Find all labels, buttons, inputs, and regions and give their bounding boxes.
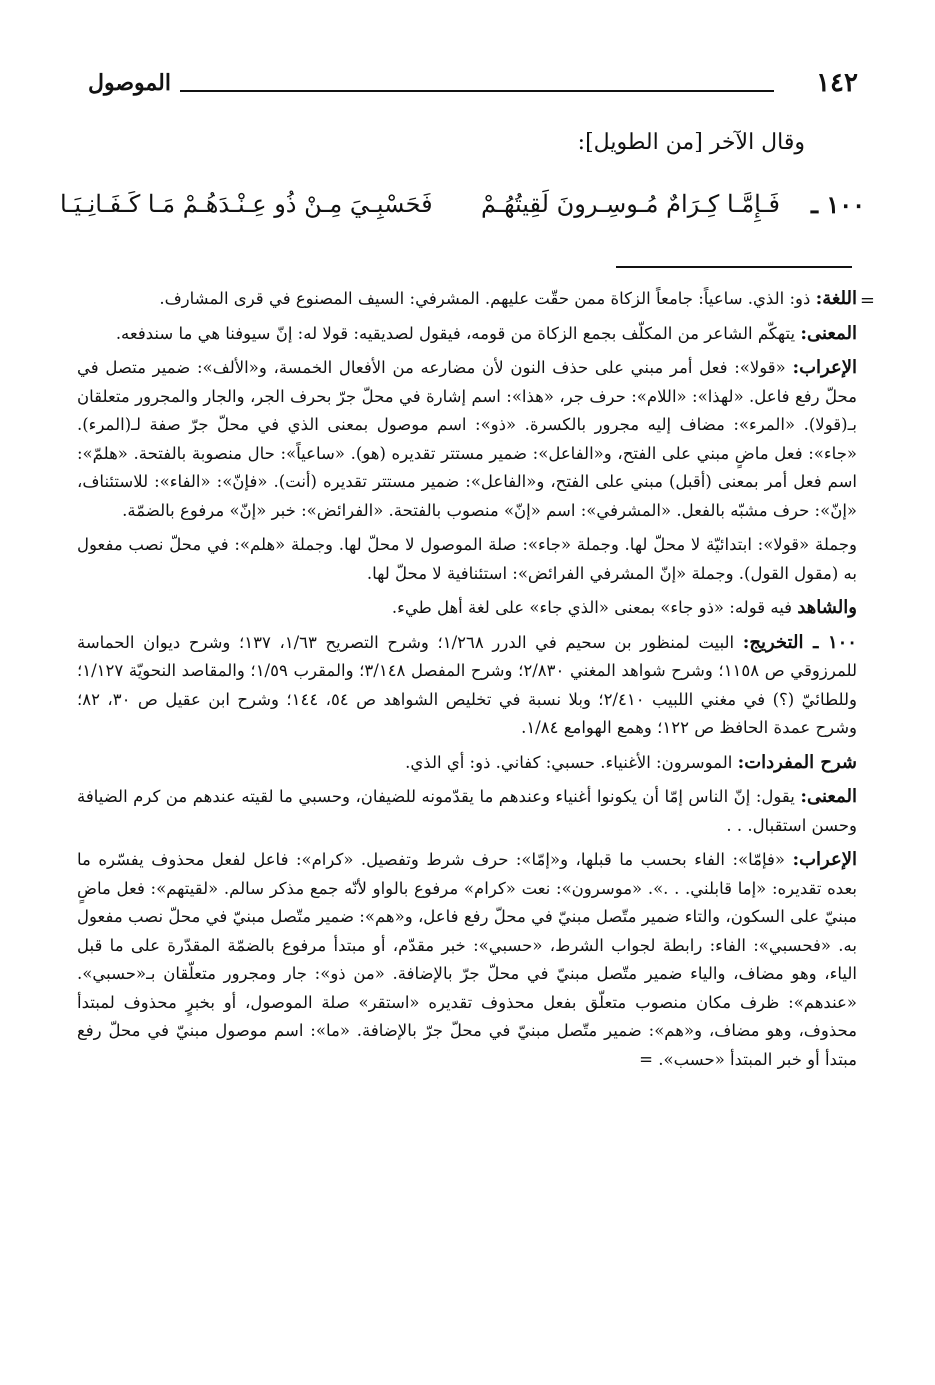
- continuation-mark-top: =: [859, 290, 875, 311]
- verse-intro: وقال الآخر [من الطويل]:: [577, 130, 805, 155]
- footnote-label: ١٠٠ ـ التخريج:: [742, 631, 857, 653]
- header-rule: [180, 90, 774, 92]
- poetry-verse: [60, 190, 865, 240]
- continuation-mark-bottom: =: [639, 1049, 653, 1069]
- footnote-meaning: [77, 320, 857, 349]
- footnote-text: «فإمّا»: الفاء بحسب ما قبلها، و«إمّا»: حرف شرط وتفصيل. «كرام»: فاعل لفعل محذوف يفسّره ما بعده تقديره: «إما قابلني. . .». «موسرون»: نعت «كرام» مرفوع بالواو لأنّه جمع مذكر سالم. «لقيتهم»: فعل ماضٍ مبنيّ على السكون، والتاء ضمير متّصل مبنيّ في محلّ رفع فاعل، و«هم»: ضمير متّصل مبنيّ في محلّ نصب مفعول به. «فحسبي»: الفاء: رابطة لجواب الشرط، «حسبي»: خبر مقدّم، أو مبتدأ مرفوع بالضمّة المقدّرة على ما قبل الياء، وهو مضاف، والياء ضمير متّصل مبنيّ في محلّ جرّ بالإضافة. «من ذو»: جار ومجرور متعلّقان بـ«حسبي». «عندهم»: ظرف مكان منصوب متعلّق بفعل محذوف تقديره «استقر» صلة الموصول، أو بخبرٍ محذوف لمبتدأ محذوف، وهو مضاف، و«هم»: ضمير متّصل مبنيّ في محلّ جرّ بالإضافة. «ما»: اسم موصول مبنيّ في محلّ رفع مبتدأ أو خبر المبتدأ «حسب».: [77, 850, 857, 1069]
- footnote-parsing-2: [77, 846, 857, 1074]
- footnote-text: يقول: إنّ الناس إمّا أن يكونوا أغنياء وعندهم ما يقدّمونه للضيفان، وحسبي ما لقيته عندهم من كرم الضيافة وحسن استقبال. . .: [77, 787, 857, 835]
- footnote-text: يتهكّم الشاعر من المكلّف بجمع الزكاة من قومه، فيقول لصديقيه: قولا له: إنّ سيوفنا هي ما سندفعه.: [115, 323, 801, 343]
- footnote-label: المعنى:: [800, 322, 857, 344]
- page-number: ١٤٢: [816, 68, 858, 98]
- footnote-text: ذو: الذي. ساعياً: جامعاً الزكاة ممن حقّت عليهم. المشرفي: السيف المصنوع في قرى المشارف.: [159, 289, 816, 308]
- verse-second-hemistich: فَحَسْبِـيَ مِـنْ ذُو عِـنْـدَهُـمْ مَـا كَـفَـانِـيَـا: [60, 190, 433, 218]
- footnote-label: الإعراب:: [792, 849, 857, 870]
- footnotes: [77, 285, 857, 1080]
- footnote-label: شرح المفردات:: [737, 751, 857, 773]
- footnote-text: «قولا»: فعل أمر مبني على حذف النون لأن مضارعه من الأفعال الخمسة، و«الألف»: ضمير متصل في محلّ رفع فاعل. «لهذا»: «اللام»: حرف جر، «هذا»: اسم إشارة في محلّ جرّ بحرف الجر، والجار والمجرور متعلقان بـ(قولا). «المرء»: مضاف إليه مجرور بالكسرة. «ذو»: اسم موصول بمعنى الذي في محلّ جرّ صفة لـ(المرء). «جاء»: فعل ماضٍ مبني على الفتح، و«الفاعل»: ضمير مستتر تقديره (هو). «ساعياً»: حال منصوبة بالفتحة. «هلمّ»: اسم فعل أمر بمعنى (أقبل) مبني على الفتح، و«الفاعل»: ضمير مستتر تقديره (أنت). «فإنّ»: «الفاء»: للاستئناف، «إنّ»: حرف مشبّه بالفعل. «المشرفي»: اسم «إنّ» منصوب بالفتحة. «الفرائض»: خبر «إنّ» مرفوع بالضمّة.: [77, 358, 857, 520]
- footnote-text: وجملة «قولا»: ابتدائيّة لا محلّ لها. وجملة «جاء»: صلة الموصول لا محلّ لها. وجملة «هلم»: في محلّ نصب مفعول به (مقول القول). وجملة «إنّ المشرفي الفرائض»: استئنافية لا محلّ لها.: [77, 535, 857, 583]
- running-title: الموصول: [88, 70, 171, 96]
- footnote-separator: [616, 266, 852, 268]
- footnote-label: الإعراب:: [792, 357, 857, 378]
- footnote-sentences: [77, 531, 857, 588]
- footnote-label: والشاهد: [797, 597, 857, 618]
- page-header: [88, 68, 858, 102]
- footnote-text: فيه قوله: «ذو جاء» بمعنى «الذي جاء» على لغة أهل طيء.: [391, 598, 798, 617]
- footnote-text: البيت لمنظور بن سحيم في الدرر ١/٢٦٨؛ وشرح التصريح ١/٦٣، ١٣٧؛ وشرح ديوان الحماسة للمرزوقي ص ١١٥٨؛ وشرح شواهد المغني ٢/٨٣٠؛ وشرح المفصل ٣/١٤٨؛ والمقرب ١/٥٩؛ والمقاصد النحويّة ١/١٢٧؛ وللطائيّ (؟) في مغني اللبيب ٢/٤١٠؛ وبلا نسبة في تخليص الشواهد ص ٥٤، ١٤٤؛ وشرح ابن عقيل ص ٣٠، ٨٢؛ وشرح عمدة الحافظ ص ١٢٢؛ وهمع الهوامع ١/٨٤.: [77, 632, 857, 737]
- footnote-label: المعنى:: [800, 786, 857, 807]
- verse-number: ١٠٠ ـ: [810, 190, 865, 219]
- footnote-label: اللغة:: [815, 288, 857, 309]
- footnote-language: [77, 285, 857, 314]
- footnote-evidence: [77, 594, 857, 623]
- footnote-parsing: [77, 354, 857, 525]
- verse-first-hemistich: فَـإِمَّـا كِـرَامٌ مُـوسِـرونَ لَقِيتُهُـمْ: [480, 190, 780, 218]
- footnote-sources: [77, 629, 857, 743]
- footnote-vocabulary: [77, 749, 857, 778]
- footnote-text: الموسرون: الأغنياء. حسبي: كفاني. ذو: أي الذي.: [405, 752, 738, 772]
- footnote-meaning-2: [77, 783, 857, 840]
